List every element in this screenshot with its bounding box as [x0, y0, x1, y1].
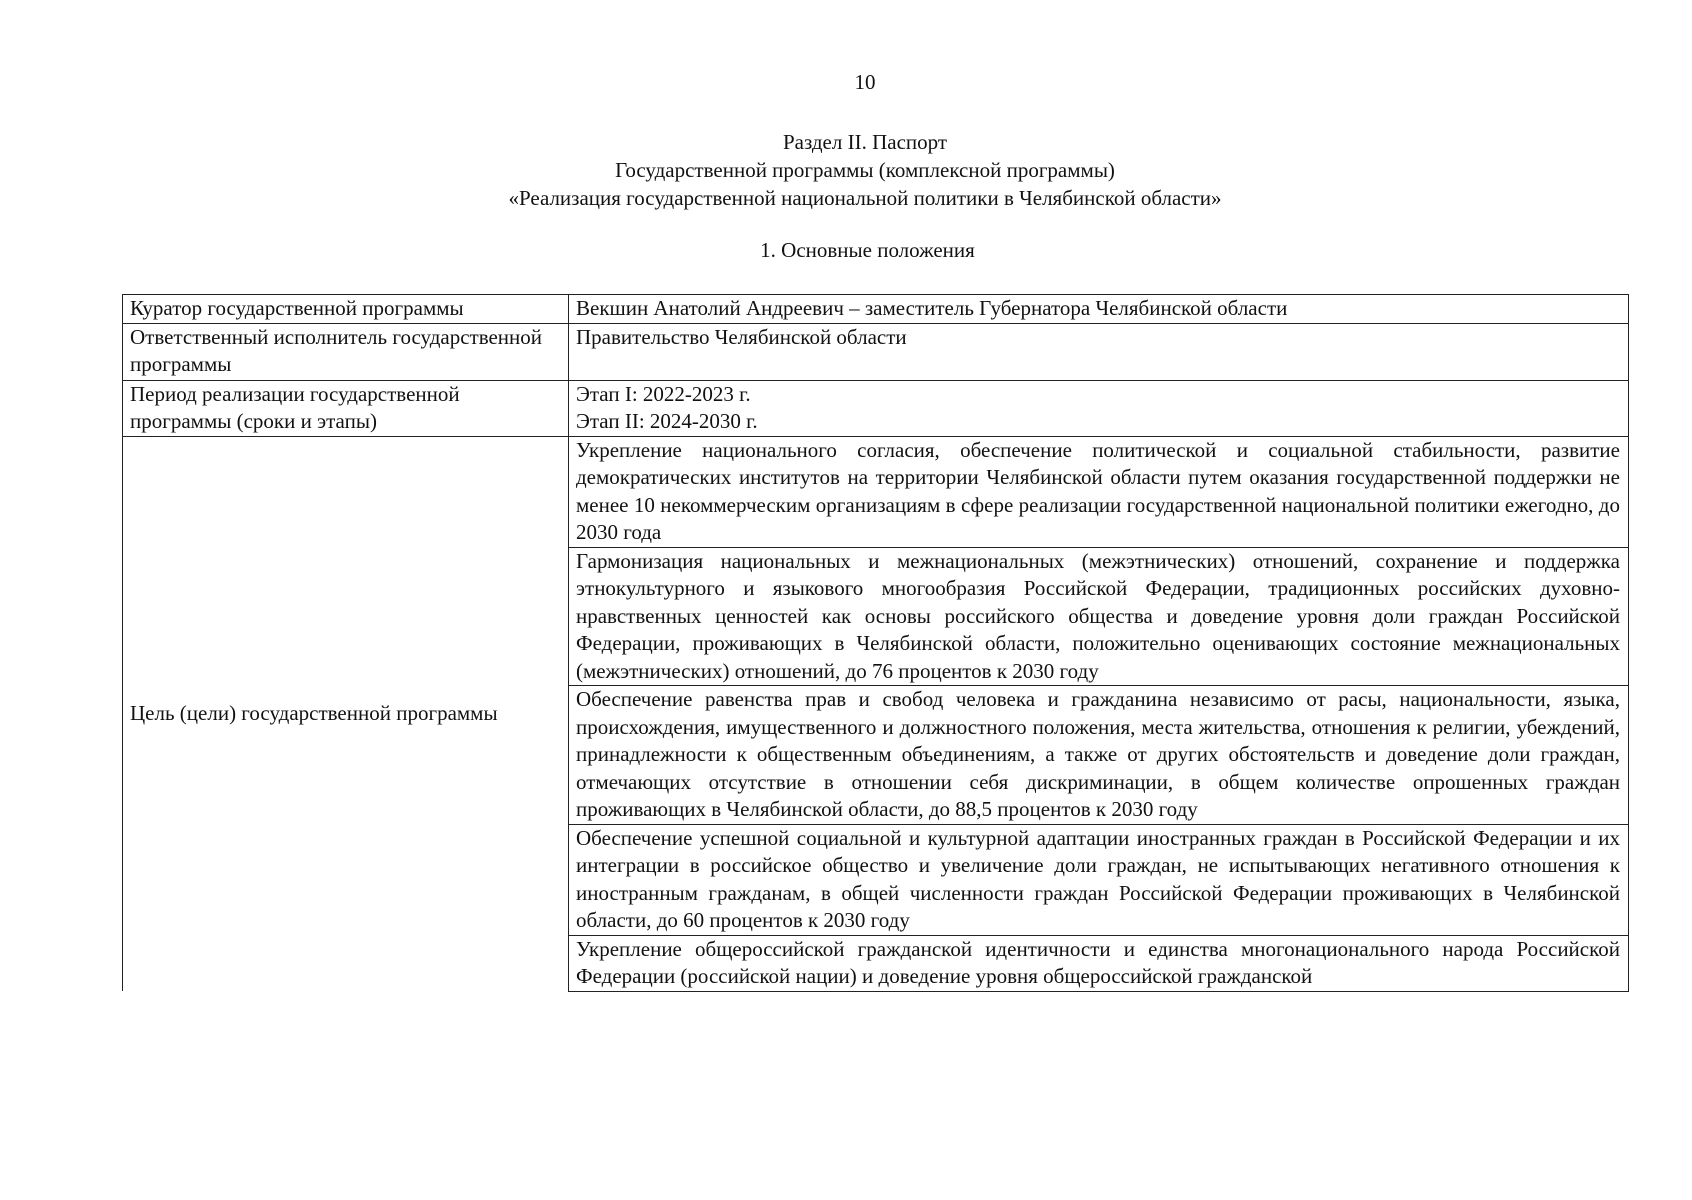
goal-item-5: Укрепление общероссийской гражданской идентичности и единства многонационального народа Российской Федерации (российской нации) и доведение уровня общероссийской гражданской [569, 935, 1629, 991]
goal-item-4: Обеспечение успешной социальной и культурной адаптации иностранных граждан в Российской Федерации и их интеграции в российское общество и увеличение доли граждан, не испытывающих негативного отношения к иностранным гражданам, в общей численности граждан Российской Федерации проживающих в Челябинской области, до 60 процентов к 2030 году [569, 824, 1629, 935]
section-header [0, 128, 1692, 212]
passport-table [122, 294, 1629, 992]
goal-item-1: Укрепление национального согласия, обеспечение политической и социальной стабильности, развитие демократических институтов на территории Челябинской области путем оказания государственной поддержки не менее 10 некоммерческим организациям в сфере реализации государственной национальной политики ежегодно, до 2030 года [569, 436, 1629, 547]
program-name: «Реализация государственной национальной политики в Челябинской области» [508, 186, 1222, 210]
subsection-title: 1. Основные положения [760, 238, 975, 262]
period-stage-2: Этап II: 2024-2030 г. [576, 409, 758, 433]
row-label-curator: Куратор государственной программы [123, 295, 569, 324]
section-title: Раздел II. Паспорт [782, 130, 948, 154]
row-label-period: Период реализации государственной программы (сроки и этапы) [123, 380, 569, 436]
row-value-curator: Векшин Анатолий Андреевич – заместитель Губернатора Челябинской области [569, 295, 1629, 324]
row-label-executor: Ответственный исполнитель государственной программы [123, 323, 569, 380]
table-row [123, 295, 1629, 324]
row-value-executor: Правительство Челябинской области [569, 323, 1629, 380]
table-row [123, 380, 1629, 436]
period-stage-1: Этап I: 2022-2023 г. [576, 381, 751, 406]
page-number: 10 [854, 70, 876, 94]
goal-item-2: Гармонизация национальных и межнациональных (межэтнических) отношений, сохранение и поддержка этнокультурного и языкового многообразия Российской Федерации, традиционных российских духовно-нравственных ценностей как основы российского общества и доведение уровня доли граждан Российской Федерации, проживающих в Челябинской области, положительно оценивающих состояние межнациональных (межэтнических) отношений, до 76 процентов к 2030 году [569, 547, 1629, 686]
table-row [123, 436, 1629, 547]
table-row [123, 323, 1629, 380]
row-label-goals: Цель (цели) государственной программы [123, 436, 569, 991]
program-type: Государственной программы (комплексной программы) [615, 158, 1115, 182]
row-value-period [569, 380, 1629, 436]
goal-item-3: Обеспечение равенства прав и свобод человека и гражданина независимо от расы, национальности, языка, происхождения, имущественного и должностного положения, места жительства, отношения к религии, убеждений, принадлежности к общественным объединениям, а также от других обстоятельств и доведение доли граждан, отмечающих отсутствие в отношении себя дискриминации, в общем количестве опрошенных граждан проживающих в Челябинской области, до 88,5 процентов к 2030 году [569, 686, 1629, 825]
